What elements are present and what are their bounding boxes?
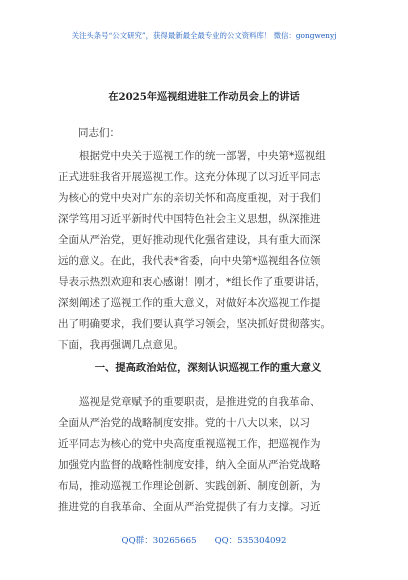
paragraph-line: 导表示热烈欢迎和衷心感谢！刚才，*组长作了重要讲话， <box>58 276 326 288</box>
paragraph-line: 布局，推动巡视工作理论创新、实践创新、制度创新，为 <box>58 480 321 492</box>
paragraph-line: 加强党内监督的战略性制度安排，纳入全面从严治党战略 <box>58 459 321 471</box>
paragraph-line: 正式进驻我省开展巡视工作。这充分体现了以习近平同志 <box>58 171 321 183</box>
paragraph-line: 远的意义。在此，我代表*省委，向中央第*巡视组各位领 <box>58 255 321 267</box>
footer-contact <box>0 534 408 546</box>
section-heading: 一、提高政治站位，深刻认识巡视工作的重大意义 <box>94 362 322 374</box>
document-title: 在2025年巡视组进驻工作动员会上的讲话 <box>108 91 300 103</box>
paragraph-line: 出了明确要求，我们要认真学习领会，坚决抓好贯彻落实。 <box>58 318 331 330</box>
header-banner: 关注头条号“公文研究”，获得最新最全最专业的公文资料库！ 微信：gongwenyj <box>71 31 337 40</box>
footer-qq-group: QQ群：30265665 <box>121 536 197 546</box>
paragraph-line: 近平同志为核心的党中央高度重视巡视工作，把巡视作为 <box>58 438 321 450</box>
paragraph-line: 深刻阐述了巡视工作的重大意义，对做好本次巡视工作提 <box>58 297 321 309</box>
paragraph-line: 全面从严治党的战略制度安排。党的十八大以来，以习 <box>58 417 310 429</box>
paragraph-line: 推进党的自我革命、全面从严治党提供了有力支撑。习近 <box>58 501 321 513</box>
salutation: 同志们： <box>78 127 120 139</box>
paragraph-line: 全面从严治党，更好推动现代化强省建设，具有重大而深 <box>58 234 321 246</box>
paragraph-line: 巡视是党章赋予的重要职责，是推进党的自我革命、 <box>58 396 321 408</box>
paragraph-line: 为核心的党中央对广东的亲切关怀和高度重视，对于我们 <box>58 192 321 204</box>
paragraph-intro <box>58 146 358 356</box>
paragraph-section-one <box>58 392 358 518</box>
paragraph-line: 根据党中央关于巡视工作的统一部署，中央第*巡视组 <box>58 150 326 162</box>
paragraph-line: 深学笃用习近平新时代中国特色社会主义思想，纵深推进 <box>58 213 321 225</box>
footer-qq: QQ：535304092 <box>214 536 287 546</box>
paragraph-line: 下面，我再强调几点意见。 <box>58 339 184 351</box>
